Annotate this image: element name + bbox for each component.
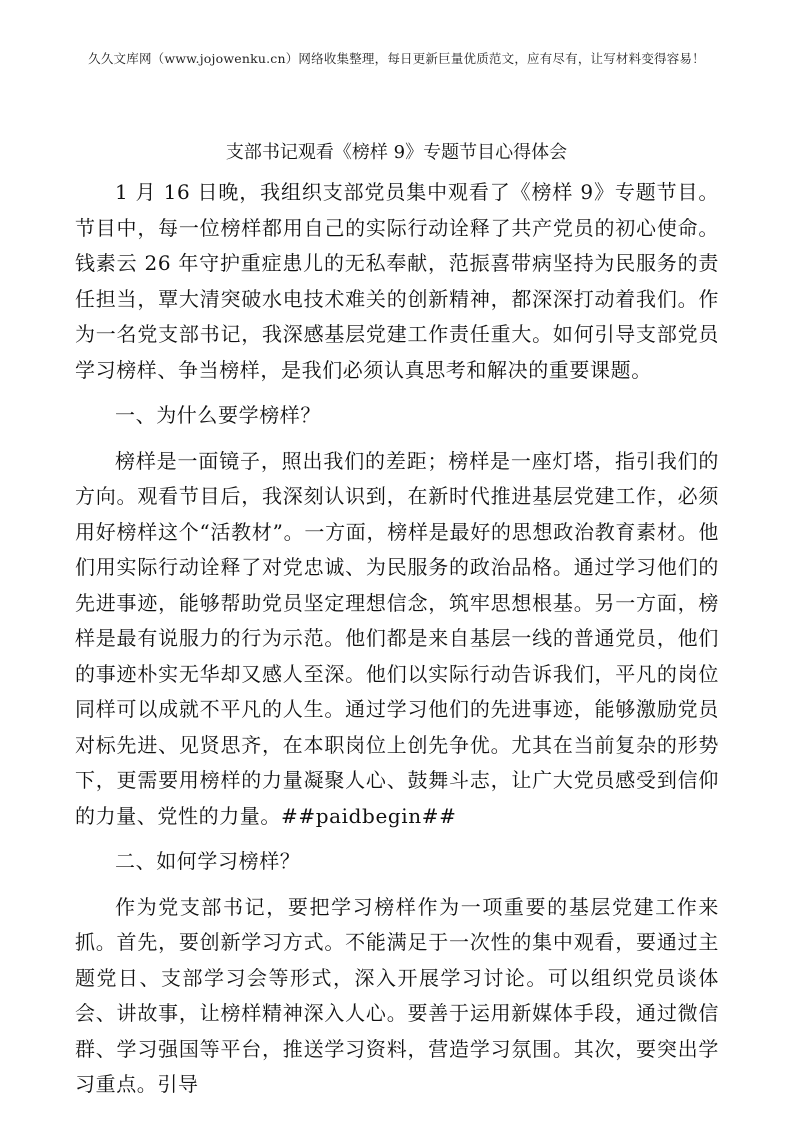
document-title: 支部书记观看《榜样 9》专题节目心得体会 [225,142,568,163]
section-heading-why: 一、为什么要学榜样？ [115,403,321,427]
section-heading-how: 二、如何学习榜样？ [115,849,301,873]
paragraph-why: 榜样是一面镜子，照出我们的差距；榜样是一座灯塔，指引我们的方向。观看节目后，我深刻认识到，在新时代推进基层党建工作，必须用好榜样这个“活教材”。一方面，榜样是最好的思想政治教育素材。他们用实际行动诠释了对党忠诚、为民服务的政治品格。通过学习他们的先进事迹，能够帮助党员坚定理想信念，筑牢思想根基。另一方面，榜样是最有说服力的行为示范。他们都是来自基层一线的普通党员，他们的事迹朴实无华却又感人至深。他们以实际行动告诉我们，平凡的岗位同样可以成就不平凡的人生。通过学习他们的先进事迹，能够激励党员对标先进、见贤思齐，在本职岗位上创先争优。尤其在当前复杂的形势下，更需要用榜样的力量凝聚人心、鼓舞斗志，让广大党员感受到信仰的力量、党性的力量。##paidbegin## [75,448,719,828]
paragraph-how: 作为党支部书记，要把学习榜样作为一项重要的基层党建工作来抓。首先，要创新学习方式。不能满足于一次性的集中观看，要通过主题党日、支部学习会等形式，深入开展学习讨论。可以组织党员谈体会、讲故事，让榜样精神深入人心。要善于运用新媒体手段，通过微信群、学习强国等平台，推送学习资料，营造学习氛围。其次，要突出学习重点。引导 [75,894,719,1096]
document-body [75,175,719,1103]
paragraph-intro: 1 月 16 日晚，我组织支部党员集中观看了《榜样 9》专题节目。节目中，每一位榜样都用自己的实际行动诠释了共产党员的初心使命。钱素云 26 年守护重症患儿的无私奉献，范振喜带病坚持为民服务的责任担当，覃大清突破水电技术难关的创新精神，都深深打动着我们。作为一名党支部书记，我深感基层党建工作责任重大。如何引导支部党员学习榜样、争当榜样，是我们必须认真思考和解决的重要课题。 [75,180,719,382]
header-note: 久久文库网（www.jojowenku.cn）网络收集整理，每日更新巨量优质范文，应有尽有，让写材料变得容易！ [88,51,705,66]
